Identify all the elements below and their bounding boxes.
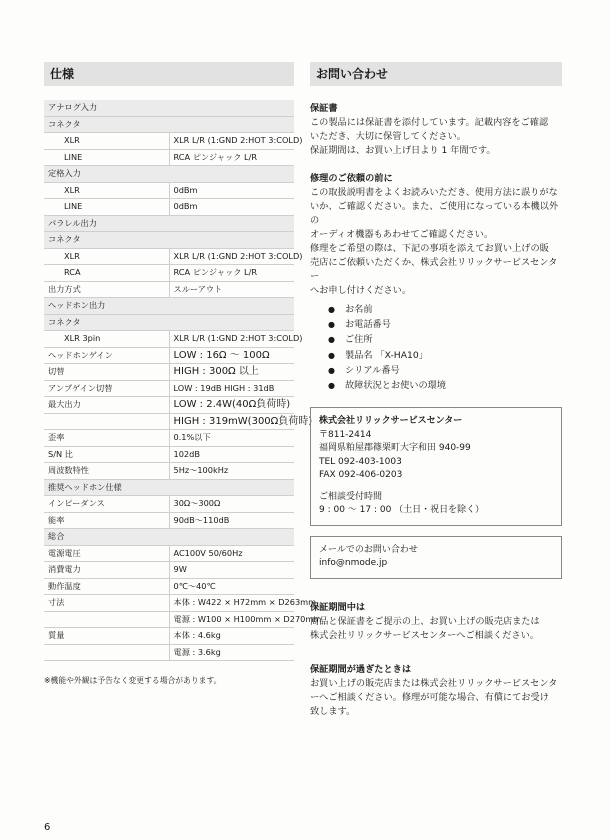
- list-item: ● お名前: [328, 302, 562, 317]
- repair-section: [310, 170, 562, 579]
- spec-key: XLR: [44, 133, 169, 150]
- spec-value: 90dB〜110dB: [169, 512, 294, 529]
- service-center-box: [310, 407, 562, 526]
- service-center-postal: 〒811-2414: [319, 429, 372, 440]
- repair-line: 売店にご依頼いただくか、株式会社リリックサービスセンター: [310, 257, 558, 282]
- table-row: [44, 100, 294, 116]
- spec-key: 周波数特性: [44, 463, 169, 480]
- in-warranty-title: 保証期間中は: [310, 601, 366, 613]
- warranty-section: [310, 100, 562, 158]
- spec-key: LINE: [44, 149, 169, 166]
- spec-heading: 仕様: [44, 62, 294, 86]
- table-row: [44, 628, 294, 645]
- table-row: [44, 644, 294, 661]
- table-row: [44, 215, 294, 232]
- after-warranty-line: 致します。: [310, 705, 356, 717]
- table-row: [44, 298, 294, 315]
- spec-group-label: コネクタ: [44, 314, 294, 331]
- spec-value: 0.1%以下: [169, 430, 294, 447]
- spec-key: [44, 644, 169, 661]
- spec-key: 歪率: [44, 430, 169, 447]
- spec-key: 寸法: [44, 595, 169, 612]
- table-row: [44, 496, 294, 513]
- warranty-line: いただき、大切に保管してください。: [310, 131, 466, 142]
- service-center-fax: FAX 092-406-0203: [319, 470, 403, 481]
- spec-note: ※機能や外観は予告なく変更する場合があります。: [44, 676, 222, 685]
- mail-title: メールでのお問い合わせ: [319, 544, 418, 555]
- spec-key: アンプゲイン切替: [44, 380, 169, 397]
- after-warranty-line: お買い上げの販売店または株式会社リリックサービスセンタ: [310, 677, 558, 689]
- spec-group-label: 定格入力: [44, 166, 294, 183]
- spec-value: AC100V 50/60Hz: [169, 545, 294, 562]
- spec-table: [44, 100, 322, 661]
- table-row: [44, 397, 294, 414]
- spec-key: [44, 611, 169, 628]
- spec-value: RCA ピンジャック L/R: [169, 149, 294, 166]
- table-row: [44, 149, 294, 166]
- spec-column: [44, 62, 322, 686]
- table-row: [44, 611, 294, 628]
- spec-key: XLR: [44, 248, 169, 265]
- spec-value: XLR L/R (1:GND 2:HOT 3:COLD): [169, 133, 294, 150]
- spec-key: RCA: [44, 265, 169, 282]
- spec-key: インピーダンス: [44, 496, 169, 513]
- spec-value: 5Hz〜100kHz: [169, 463, 294, 480]
- list-item: ● シリアル番号: [328, 363, 562, 378]
- table-row: [44, 199, 294, 216]
- table-row: [44, 578, 294, 595]
- service-hours: 9 : 00 〜 17 : 00 （土日・祝日を除く）: [319, 505, 485, 516]
- spec-key: ヘッドホンゲイン: [44, 347, 169, 364]
- spec-key: 能率: [44, 512, 169, 529]
- spec-key: 出力方式: [44, 281, 169, 298]
- table-row: [44, 479, 294, 496]
- spec-key: 切替: [44, 364, 169, 381]
- spec-value: 電源 : 3.6kg: [169, 644, 294, 661]
- repair-line: 修理をご希望の際は、下記の事項を添えてお買い上げの販: [310, 243, 549, 254]
- table-row: [44, 529, 294, 546]
- table-row: [44, 166, 294, 183]
- spec-value: 電源 : W100 × H100mm × D270mm: [169, 611, 294, 628]
- mail-address[interactable]: info@nmode.jp: [319, 558, 388, 569]
- after-warranty-title: 保証期間が過ぎたときは: [310, 663, 412, 675]
- table-row: [44, 133, 294, 150]
- spec-key: 動作温度: [44, 578, 169, 595]
- in-warranty-section: [310, 599, 562, 643]
- spec-value: HIGH : 319mW(300Ω負荷時): [169, 413, 294, 430]
- spec-value: 本体 : W422 × H72mm × D263mm: [169, 595, 294, 612]
- table-row: [44, 380, 294, 397]
- table-row: [44, 265, 294, 282]
- list-item: ● 製品名 「X-HA10」: [328, 348, 562, 363]
- spec-value: 本体 : 4.6kg: [169, 628, 294, 645]
- after-warranty-line: ーへご相談ください。修理が可能な場合、有償にてお受け: [310, 691, 549, 703]
- spec-value: 0dBm: [169, 199, 294, 216]
- service-center-tel: TEL 092-403-1003: [319, 456, 402, 467]
- table-row: [44, 430, 294, 447]
- repair-checklist: [328, 302, 562, 393]
- spec-group-label: コネクタ: [44, 116, 294, 133]
- table-row: [44, 545, 294, 562]
- table-row: [44, 595, 294, 612]
- service-center-address: 福岡県粕屋郡篠栗町大字和田 940-99: [319, 443, 471, 454]
- warranty-title: 保証書: [310, 103, 338, 114]
- page-number: 6: [44, 822, 51, 833]
- spec-key: XLR 3pin: [44, 331, 169, 348]
- table-row: [44, 413, 294, 430]
- repair-title: 修理のご依頼の前に: [310, 173, 393, 184]
- repair-line: この取扱説明書をよくお読みいただき、使用方法に誤りがな: [310, 187, 558, 198]
- table-row: [44, 232, 294, 249]
- spec-group-label: パラレル出力: [44, 215, 294, 232]
- table-row: [44, 512, 294, 529]
- list-item: ● お電話番号: [328, 317, 562, 332]
- table-row: [44, 347, 294, 364]
- table-row: [44, 463, 294, 480]
- table-row: [44, 182, 294, 199]
- spec-key: XLR: [44, 182, 169, 199]
- table-row: [44, 446, 294, 463]
- repair-line: オーディオ機器もあわせてご確認ください。: [310, 229, 494, 240]
- after-warranty-section: [310, 661, 562, 719]
- spec-value: 0dBm: [169, 182, 294, 199]
- spec-value: LOW : 16Ω 〜 100Ω: [169, 347, 294, 364]
- spec-key: 最大出力: [44, 397, 169, 414]
- spec-group-label: 総合: [44, 529, 294, 546]
- spec-key: 質量: [44, 628, 169, 645]
- spec-key: 消費電力: [44, 562, 169, 579]
- list-item: ● 故障状況とお使いの環境: [328, 378, 562, 393]
- spec-group-label: ヘッドホン出力: [44, 298, 294, 315]
- spec-value: 0℃〜40℃: [169, 578, 294, 595]
- spec-value: 102dB: [169, 446, 294, 463]
- spec-value: XLR L/R (1:GND 2:HOT 3:COLD): [169, 331, 294, 348]
- spec-group-label: 推奨ヘッドホン仕様: [44, 479, 294, 496]
- spec-key: LINE: [44, 199, 169, 216]
- spec-key: 電源電圧: [44, 545, 169, 562]
- warranty-line: この製品には保証書を添付しています。記載内容をご確認: [310, 117, 549, 128]
- contact-column: [310, 62, 562, 731]
- spec-group-label: アナログ入力: [44, 100, 294, 116]
- table-row: [44, 331, 294, 348]
- in-warranty-line: 商品と保証書をご提示の上、お買い上げの販売店または: [310, 615, 540, 627]
- table-row: [44, 364, 294, 381]
- spec-value: HIGH : 300Ω 以上: [169, 364, 294, 381]
- spec-value: LOW : 19dB HIGH : 31dB: [169, 380, 294, 397]
- table-row: [44, 314, 294, 331]
- spec-key: S/N 比: [44, 446, 169, 463]
- contact-heading: お問い合わせ: [310, 62, 562, 86]
- warranty-line: 保証期間は、お買い上げ日より 1 年間です。: [310, 145, 496, 156]
- table-row: [44, 248, 294, 265]
- spec-value: LOW : 2.4W(40Ω負荷時): [169, 397, 294, 414]
- spec-value: XLR L/R (1:GND 2:HOT 3:COLD): [169, 248, 294, 265]
- repair-line: へお申し付けください。: [310, 285, 412, 296]
- service-hours-title: ご相談受付時間: [319, 491, 383, 502]
- spec-value: 9W: [169, 562, 294, 579]
- spec-value: 30Ω〜300Ω: [169, 496, 294, 513]
- spec-key: [44, 413, 169, 430]
- service-center-name: 株式会社リリックサービスセンター: [319, 416, 463, 427]
- table-row: [44, 281, 294, 298]
- repair-line: いか、ご確認ください。また、ご使用になっている本機以外の: [310, 201, 559, 226]
- table-row: [44, 562, 294, 579]
- spec-value: スルーアウト: [169, 281, 294, 298]
- table-row: [44, 116, 294, 133]
- list-item: ● ご住所: [328, 332, 562, 347]
- in-warranty-line: 株式会社リリックサービスセンターへご相談ください。: [310, 629, 539, 641]
- mail-box: [310, 536, 562, 579]
- spec-value: RCA ピンジャック L/R: [169, 265, 294, 282]
- spec-group-label: コネクタ: [44, 232, 294, 249]
